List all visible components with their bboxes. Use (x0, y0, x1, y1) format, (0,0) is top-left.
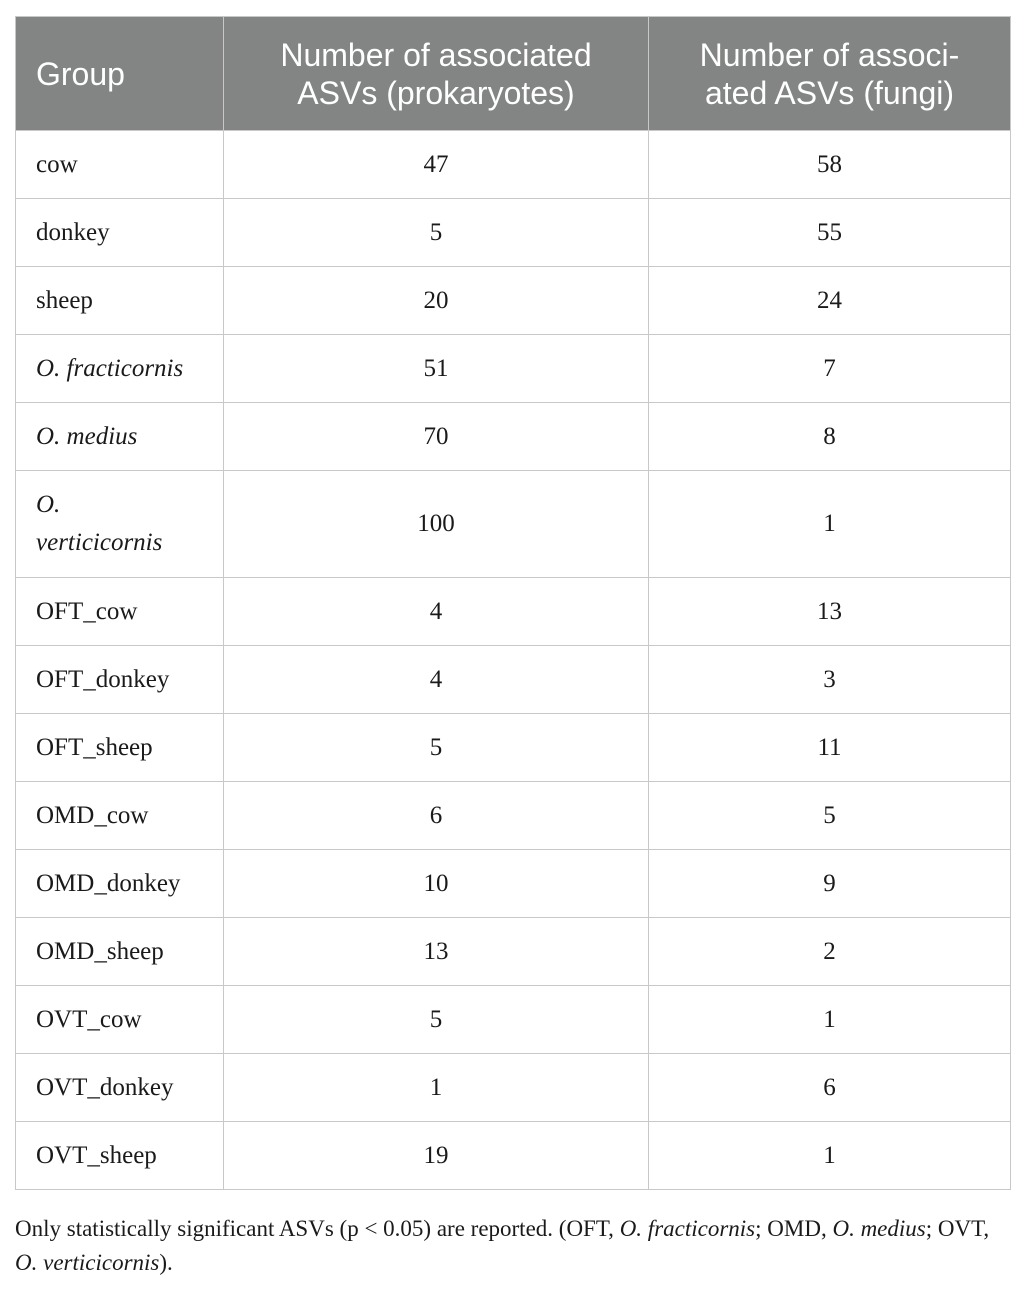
header-prokaryotes-line-1: Number of associated (280, 36, 592, 73)
table-footnote (15, 1212, 1010, 1280)
cell-prokaryotes: 6 (224, 782, 649, 850)
cell-fungi: 2 (649, 918, 1011, 986)
table-row (16, 199, 1011, 267)
cell-group: OVT_cow (16, 986, 224, 1054)
cell-group: O. medius (16, 403, 224, 471)
cell-group (16, 471, 224, 578)
table-row (16, 1122, 1011, 1190)
cell-group-line: O. (36, 491, 61, 518)
table-row (16, 1054, 1011, 1122)
table-header (16, 17, 1011, 131)
table-row (16, 267, 1011, 335)
cell-prokaryotes: 5 (224, 986, 649, 1054)
cell-prokaryotes: 4 (224, 578, 649, 646)
cell-fungi: 9 (649, 850, 1011, 918)
footnote-text: ; OVT, (925, 1216, 990, 1241)
cell-prokaryotes: 5 (224, 199, 649, 267)
table-row (16, 471, 1011, 578)
header-fungi-line-1: Number of associ- (699, 36, 960, 73)
cell-fungi: 13 (649, 578, 1011, 646)
cell-fungi: 3 (649, 646, 1011, 714)
cell-prokaryotes: 70 (224, 403, 649, 471)
cell-fungi: 1 (649, 1122, 1011, 1190)
table-row (16, 782, 1011, 850)
table-row (16, 131, 1011, 199)
cell-group: OMD_cow (16, 782, 224, 850)
cell-group: OMD_donkey (16, 850, 224, 918)
cell-group: OFT_cow (16, 578, 224, 646)
footnote-species-name: O. medius (832, 1216, 926, 1241)
footnote-species-name: O. verticicornis (15, 1250, 160, 1275)
header-fungi (649, 17, 1011, 131)
footnote-text: Only statistically significant ASVs (p < 0.05) are reported. (OFT, (15, 1216, 620, 1241)
table-row (16, 714, 1011, 782)
table-row (16, 403, 1011, 471)
cell-prokaryotes: 47 (224, 131, 649, 199)
cell-fungi: 58 (649, 131, 1011, 199)
footnote-text: ; OMD, (755, 1216, 833, 1241)
cell-group: OFT_sheep (16, 714, 224, 782)
cell-group: OFT_donkey (16, 646, 224, 714)
cell-prokaryotes: 1 (224, 1054, 649, 1122)
cell-fungi: 24 (649, 267, 1011, 335)
table-body (16, 131, 1011, 1190)
header-fungi-line-2: ated ASVs (fungi) (704, 74, 955, 111)
cell-fungi: 11 (649, 714, 1011, 782)
cell-prokaryotes: 51 (224, 335, 649, 403)
header-prokaryotes-line-2: ASVs (prokaryotes) (297, 74, 575, 111)
cell-group: OVT_sheep (16, 1122, 224, 1190)
table-row (16, 335, 1011, 403)
table-row (16, 986, 1011, 1054)
cell-group: sheep (16, 267, 224, 335)
cell-group: O. fracticornis (16, 335, 224, 403)
header-group: Group (16, 17, 224, 131)
cell-prokaryotes: 20 (224, 267, 649, 335)
data-table-container (15, 16, 1010, 1190)
cell-fungi: 7 (649, 335, 1011, 403)
cell-fungi: 55 (649, 199, 1011, 267)
cell-prokaryotes: 5 (224, 714, 649, 782)
asv-table (15, 16, 1011, 1190)
table-row (16, 850, 1011, 918)
cell-fungi: 5 (649, 782, 1011, 850)
header-row (16, 17, 1011, 131)
cell-fungi: 6 (649, 1054, 1011, 1122)
cell-group: OVT_donkey (16, 1054, 224, 1122)
cell-group: cow (16, 131, 224, 199)
table-row (16, 918, 1011, 986)
header-prokaryotes (224, 17, 649, 131)
table-row (16, 578, 1011, 646)
cell-fungi: 8 (649, 403, 1011, 471)
cell-group: donkey (16, 199, 224, 267)
footnote-text: ). (159, 1250, 173, 1275)
cell-group: OMD_sheep (16, 918, 224, 986)
cell-prokaryotes: 4 (224, 646, 649, 714)
cell-prokaryotes: 10 (224, 850, 649, 918)
cell-group-line: verticicornis (36, 529, 163, 556)
cell-prokaryotes: 100 (224, 471, 649, 578)
footnote-species-name: O. fracticornis (619, 1216, 756, 1241)
table-row (16, 646, 1011, 714)
cell-fungi: 1 (649, 986, 1011, 1054)
cell-prokaryotes: 19 (224, 1122, 649, 1190)
cell-fungi: 1 (649, 471, 1011, 578)
cell-prokaryotes: 13 (224, 918, 649, 986)
